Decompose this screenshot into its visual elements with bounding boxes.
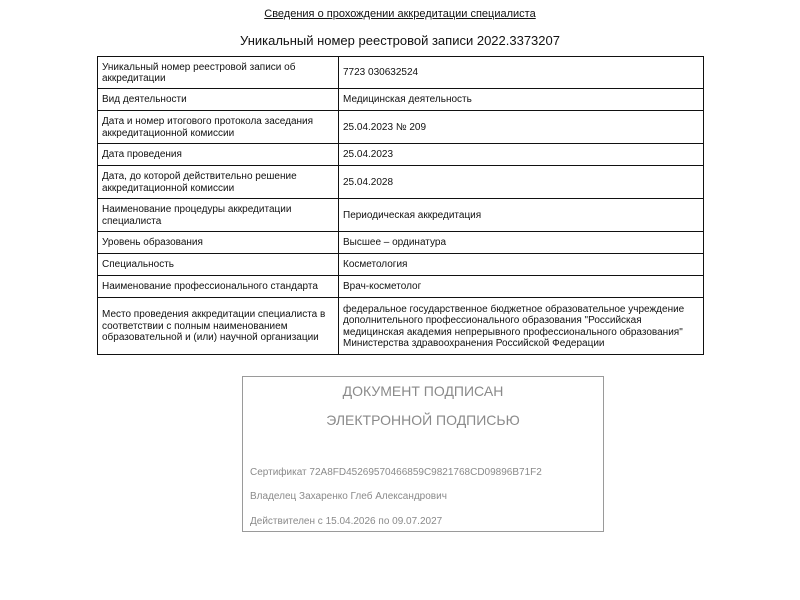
row-value: 25.04.2023 № 209 [339, 111, 704, 144]
row-value: 25.04.2023 [339, 144, 704, 166]
row-label: Дата и номер итогового протокола заседания аккредитационной комиссии [98, 111, 339, 144]
electronic-signature-stamp [242, 376, 604, 532]
table-row [98, 232, 704, 254]
row-label: Наименование процедуры аккредитации специалиста [98, 199, 339, 232]
stamp-certificate: Сертификат 72A8FD45269570466859C9821768CD09896B71F2 [250, 467, 542, 478]
table-row [98, 298, 704, 355]
registry-number-line: Уникальный номер реестровой записи 2022.3373207 [240, 33, 560, 48]
row-value: Косметология [339, 254, 704, 276]
stamp-validity: Действителен с 15.04.2026 по 09.07.2027 [250, 516, 443, 527]
table-row [98, 254, 704, 276]
table-row [98, 111, 704, 144]
table-row [98, 89, 704, 111]
table-row [98, 144, 704, 166]
stamp-signed-heading: ДОКУМЕНТ ПОДПИСАН [342, 383, 504, 399]
table-row [98, 199, 704, 232]
row-value: Периодическая аккредитация [339, 199, 704, 232]
row-label: Дата проведения [98, 144, 339, 166]
table-row [98, 57, 704, 89]
accreditation-info-table [97, 56, 704, 355]
table-row [98, 166, 704, 199]
row-label: Наименование профессионального стандарта [98, 276, 339, 298]
table-row [98, 276, 704, 298]
document-title: Сведения о прохождении аккредитации специалиста [264, 8, 536, 20]
row-label: Дата, до которой действительно решение аккредитационной комиссии [98, 166, 339, 199]
row-value: Врач-косметолог [339, 276, 704, 298]
row-label: Специальность [98, 254, 339, 276]
row-label: Уникальный номер реестровой записи об аккредитации [98, 57, 339, 89]
row-value: 25.04.2028 [339, 166, 704, 199]
row-value: 7723 030632524 [339, 57, 704, 89]
row-value: Высшее – ординатура [339, 232, 704, 254]
stamp-owner: Владелец Захаренко Глеб Александрович [250, 491, 447, 502]
stamp-signature-heading: ЭЛЕКТРОННОЙ ПОДПИСЬЮ [326, 412, 520, 428]
row-label: Место проведения аккредитации специалиста в соответствии с полным наименованием образовательной и (или) научной организации [98, 298, 339, 355]
row-label: Вид деятельности [98, 89, 339, 111]
row-label: Уровень образования [98, 232, 339, 254]
row-value: Медицинская деятельность [339, 89, 704, 111]
row-value: федеральное государственное бюджетное образовательное учреждение дополнительного профессионального образования "Российская медицинская академия непрерывного профессионального образования" Министерства здравоохранения Российской Федерации [339, 298, 704, 355]
